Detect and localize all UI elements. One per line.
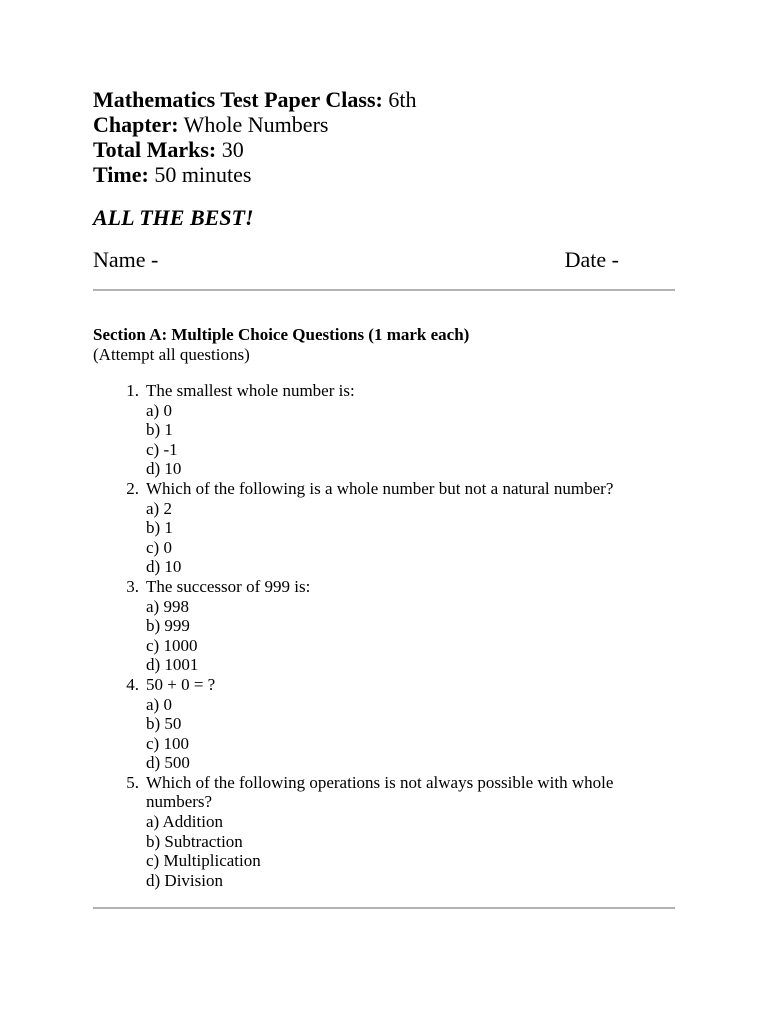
- question-number: 4.: [126, 674, 139, 694]
- answer-option: d) Division: [146, 870, 223, 890]
- title-line: [93, 87, 675, 112]
- marks-line: [93, 137, 675, 162]
- name-field-label: Name -: [93, 247, 159, 272]
- class-value: 6th: [388, 87, 417, 112]
- marks-value: 30: [221, 137, 244, 162]
- chapter-line: [93, 112, 675, 137]
- answer-option: b) 50: [146, 714, 182, 734]
- section-a-title: Section A: Multiple Choice Questions (1 mark each): [93, 325, 470, 344]
- question-number: 3.: [126, 576, 139, 596]
- question-text: Which of the following operations is not always possible with whole numbers?: [146, 772, 614, 812]
- answer-option: d) 1001: [146, 655, 199, 675]
- question-text: Which of the following is a whole number but not a natural number?: [146, 478, 614, 498]
- answer-option: c) 100: [146, 733, 189, 753]
- question-item: [93, 675, 675, 773]
- chapter-value: Whole Numbers: [183, 112, 329, 137]
- time-value: 50 minutes: [154, 162, 252, 187]
- name-date-row: [93, 247, 675, 273]
- question-body: [139, 381, 646, 479]
- question-number: 5.: [126, 772, 139, 792]
- divider-bottom: [93, 907, 675, 909]
- section-a-instruction: (Attempt all questions): [93, 345, 250, 364]
- answer-option: b) 1: [146, 518, 173, 538]
- question-body: [139, 479, 646, 577]
- answer-option: c) 1000: [146, 635, 198, 655]
- question-body: [139, 773, 646, 891]
- test-paper: [93, 87, 675, 909]
- question-item: [93, 773, 675, 891]
- question-text: The successor of 999 is:: [146, 576, 311, 596]
- question-text: 50 + 0 = ?: [146, 674, 216, 694]
- title-label: Mathematics Test Paper Class:: [93, 87, 383, 112]
- answer-option: a) 0: [146, 694, 172, 714]
- answer-option: d) 10: [146, 459, 182, 479]
- time-line: [93, 162, 675, 187]
- answer-option: b) 999: [146, 616, 190, 636]
- answer-option: c) -1: [146, 439, 178, 459]
- answer-option: a) Addition: [146, 812, 223, 832]
- answer-option: b) Subtraction: [146, 831, 243, 851]
- answer-option: a) 998: [146, 596, 189, 616]
- question-text: The smallest whole number is:: [146, 381, 355, 400]
- question-number: 2.: [126, 478, 139, 498]
- question-item: [93, 577, 675, 675]
- marks-label: Total Marks:: [93, 137, 217, 162]
- question-number: 1.: [126, 381, 139, 400]
- question-list: [93, 381, 675, 890]
- chapter-label: Chapter:: [93, 112, 179, 137]
- greeting: ALL THE BEST!: [93, 205, 254, 230]
- time-label: Time:: [93, 162, 149, 187]
- question-item: [93, 479, 675, 577]
- date-field-label: Date -: [564, 247, 619, 272]
- answer-option: d) 10: [146, 557, 182, 577]
- question-body: [139, 675, 646, 773]
- answer-option: b) 1: [146, 420, 173, 440]
- answer-option: a) 0: [146, 400, 172, 420]
- answer-option: c) Multiplication: [146, 851, 261, 871]
- question-body: [139, 577, 646, 675]
- answer-option: c) 0: [146, 537, 172, 557]
- question-item: [93, 381, 675, 479]
- answer-option: a) 2: [146, 498, 172, 518]
- answer-option: d) 500: [146, 753, 190, 773]
- divider-top: [93, 289, 675, 291]
